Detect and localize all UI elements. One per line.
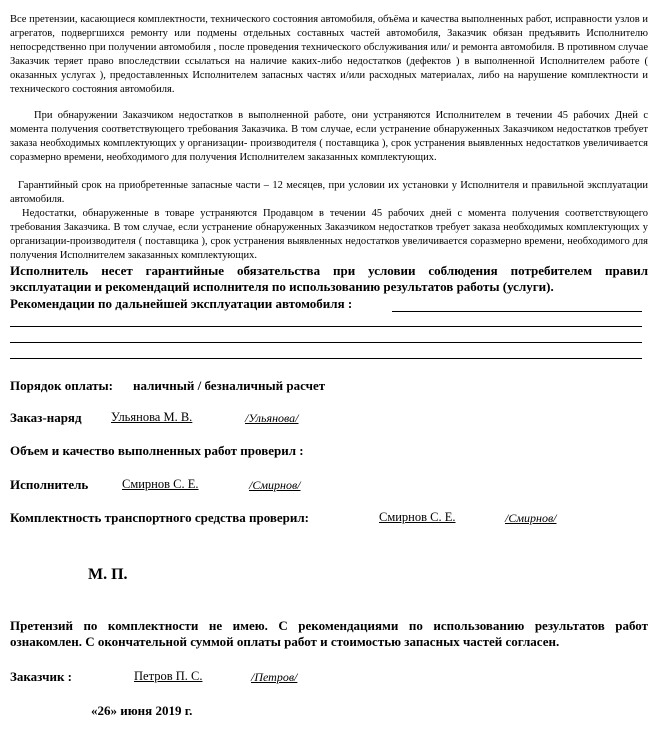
recommendations-line-2 <box>10 342 642 343</box>
customer-statement: Претензий по комплектности не имею. С рекомендациями по использованию результатов работ ознакомлен. С окончательной суммой оплаты работ и стоимостью запасных частей согласен. <box>10 618 648 650</box>
completeness-checked-name: Смирнов С. Е. <box>379 510 456 524</box>
terms-paragraph-1: Все претензии, касающиеся комплектности, технического состояния автомобиля, объёма и качества выполненных работ, исправности узлов и агрегатов, подвергшихся ремонту или подмены отдельных составных частей автомобиля, Заказчик обязан предъявить Исполнителю непосредственно при получении автомобиля , после проведения технического обслуживания или/ и ремонта автомобиля. В противном случае Заказчик теряет право впоследствии ссылаться на наличие каких-либо недостатков (дефектов ) в выполненной Исполнителем работе ( оказанных услугах ), предоставленных Исполнителем запасных частях и/или расходных материалах, либо на нарушение комплектности и технического состояния автомобиля. <box>10 14 648 95</box>
payment-value: наличный / безналичный расчет <box>133 378 326 393</box>
recommendations-line-3 <box>10 358 642 359</box>
customer-label: Заказчик : <box>10 669 73 684</box>
warranty-statement: Исполнитель несет гарантийные обязательства при условии соблюдения потребителем правил эксплуатации и рекомендаций исполнителя по использованию результатов работы (услуги). <box>10 263 648 295</box>
terms-paragraph-2: При обнаружении Заказчиком недостатков в выполненной работе, они устраняются Исполнителем в течении 45 рабочих Дней с момента получения соответствующего требования Заказчика. В том случае, если устранение обнаруженных Заказчиком недостатков требует заказа необходимых комплектующих у организации- производителя ( поставщика ), срок устранения выявленных недостатков увеличивается соразмерно времени, необходимого для получения Исполнителем заказанных комплектующих. <box>10 110 648 163</box>
customer-signature: /Петров/ <box>251 670 298 684</box>
work-order-signature: /Ульянова/ <box>245 411 299 425</box>
quality-checked-label: Объем и качество выполненных работ проверил : <box>10 443 304 458</box>
executor-label: Исполнитель <box>10 477 89 492</box>
terms-paragraph-4: Недостатки, обнаруженные в товаре устраняются Продавцом в течении 45 рабочих дней с момента получения соответствующего требования Заказчика. В том случае, если устранение обнаруженных Заказчиком недостатков требует заказа необходимых комплектующих у организации-производителя ( поставщика ), срок устранения выявленных недостатков увеличивается соразмерно времени, необходимого для получения Исполнителем заказанных комплектующих. <box>10 208 648 261</box>
document-date: «26» июня 2019 г. <box>91 703 193 718</box>
terms-paragraph-3: Гарантийный срок на приобретенные запасные части – 12 месяцев, при условии их установки у Исполнителя и правильной эксплуатации автомобиля. <box>10 180 648 205</box>
work-order-label: Заказ-наряд <box>10 410 82 425</box>
recommendations-line-1 <box>10 326 642 327</box>
completeness-checked-signature: /Смирнов/ <box>505 511 557 525</box>
recommendations-label: Рекомендации по дальнейшей эксплуатации автомобиля : <box>10 296 353 311</box>
executor-name: Смирнов С. Е. <box>122 477 199 491</box>
completeness-checked-label: Комплектность транспортного средства проверил: <box>10 510 310 525</box>
customer-name: Петров П. С. <box>134 669 203 683</box>
stamp-label: М. П. <box>88 566 128 583</box>
payment-label: Порядок оплаты: <box>10 378 114 393</box>
work-order-name: Ульянова М. В. <box>111 410 193 424</box>
executor-signature: /Смирнов/ <box>249 478 301 492</box>
recommendations-line-0 <box>392 311 642 312</box>
